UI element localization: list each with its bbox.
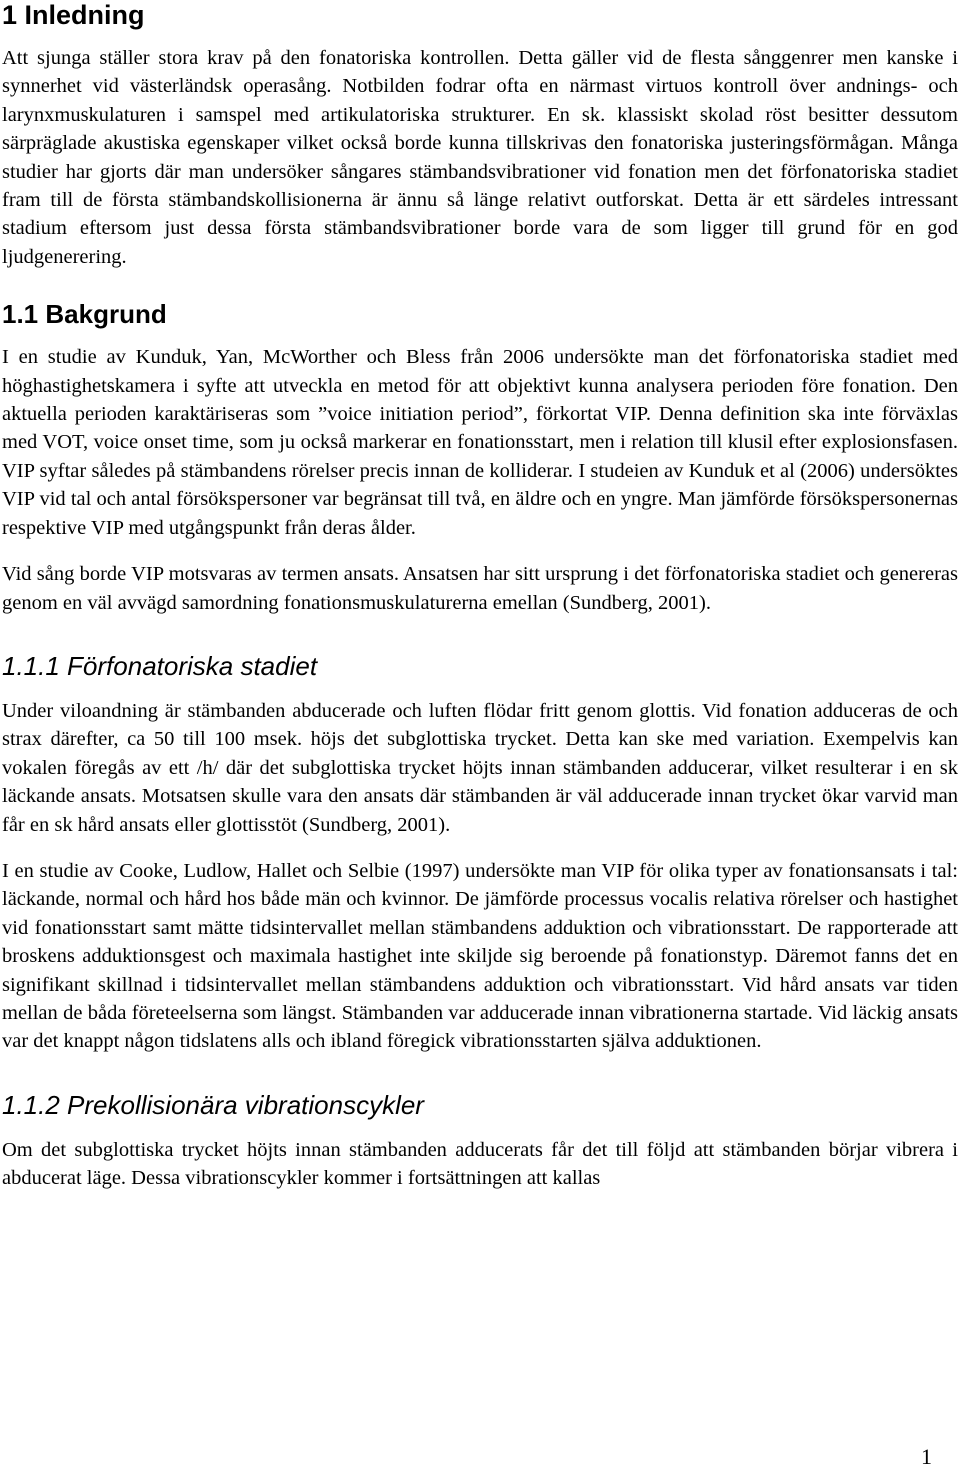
paragraph-inledning: Att sjunga ställer stora krav på den fonatoriska kontrollen. Detta gäller vid de flesta sånggenrer men kanske i synnerhet vid västerländsk operasång. Notbilden fodrar ofta en närmast virtuos kontroll över andnings- och larynxmuskulaturen i samspel med artikulatoriska strukturer. En sk. klassiskt skolad röst besitter dessutom särpräglade akustiska egenskaper vilket också borde kunna tillskrivas den fonatoriska justeringsförmågan. Många studier har gjorts där man undersöker sångares stämbandsvibrationer vid fonation men det förfonatoriska stadiet fram till de första stämbandskollisionerna är ännu så länge relativt outforskat. Detta är ett särdeles intressant stadium eftersom just dessa första stämbandsvibrationer borde vara de som ligger till grund för en god ljudgenerering. bbox=[2, 47, 958, 268]
paragraph-prekollisionara-1: Om det subglottiska trycket höjts innan stämbanden adducerats får det till följd att stämbanden börjar vibrera i abducerat läge. Dessa vibrationscykler kommer i fortsättningen att kallas bbox=[2, 1138, 958, 1190]
section-heading-bakgrund: 1.1 Bakgrund bbox=[2, 299, 167, 330]
paragraph-forfonatoriska-2: I en studie av Cooke, Ludlow, Hallet och Selbie (1997) undersökte man VIP för olika typer av fonationsansats i tal: läckande, normal och hård hos både män och kvinnor. De jämförde processus vocalis relativa rörelser och hastighet vid fonationsstart samt mätte tidsintervallet mellan stämbandens adduktion och vibrationsstart. De rapporterade att broskens adduktionsgest och maximala hastighet inte skiljde sig beroende på fonationstyp. Däremot fanns det en signifikant skillnad i tidsintervallet mellan stämbandens adduktion och vibrationsstart. Vid hård ansats var tiden mellan de båda företeelserna som längst. Stämbanden var adducerade innan vibrationerna startade. Vid läckig ansats var det knappt någon tidslatens alls och ibland föregick vibrationsstarten själva adduktionen. bbox=[2, 859, 958, 1053]
paragraph-bakgrund-2: Vid sång borde VIP motsvaras av termen ansats. Ansatsen har sitt ursprung i det förfonatoriska stadiet och genereras genom en väl avvägd samordning fonationsmuskulaturerna emellan (Sundberg, 2001). bbox=[2, 563, 958, 614]
page-number: 1 bbox=[921, 1444, 932, 1469]
paragraph-bakgrund-1: I en studie av Kunduk, Yan, McWorther och Bless från 2006 undersökte man det förfonatoriska stadiet med höghastighetskamera i syfte att utveckla en metod för att objektivt kunna analysera perioden före fonation. Den aktuella perioden karaktäriseras som ”voice initiation period”, förkortat VIP. Denna definition ska inte förväxlas med VOT, voice onset time, som ju också markerar en fonationsstart, men i relation till klusil efter explosionsfasen. VIP syftar således på stämbandens rörelser precis innan de kolliderar. I studeien av Kunduk et al (2006) undersöktes VIP vid tal och antal försökspersoner var begränsat till två, en äldre och en yngre. Man jämförde försökspersonernas respektive VIP med utgångspunkt från deras ålder. bbox=[2, 346, 958, 539]
paragraph-forfonatoriska-1: Under viloandning är stämbanden abducerade och luften flödar fritt genom glottis. Vid fonation adduceras de och strax därefter, ca 50 till 100 msek. höjs det subglottiska trycket. Detta kan ske med variation. Exempelvis kan vokalen föregås av ett /h/ där det subglottiska trycket höjts innan stämbanden adducerar, vilket resulterar i en sk läckande ansats. Motsatsen skulle vara den ansats där stämbanden är väl adducerade innan trycket ökar varvid man får en sk hård ansats eller glottisstöt (Sundberg, 2001). bbox=[2, 699, 958, 836]
section-heading-prekollisionara: 1.1.2 Prekollisionära vibrationscykler bbox=[2, 1089, 424, 1120]
section-heading-inledning: 1 Inledning bbox=[2, 0, 145, 30]
document-page bbox=[2, 0, 958, 1193]
section-heading-forfonatoriska-stadiet: 1.1.1 Förfonatoriska stadiet bbox=[2, 650, 318, 681]
